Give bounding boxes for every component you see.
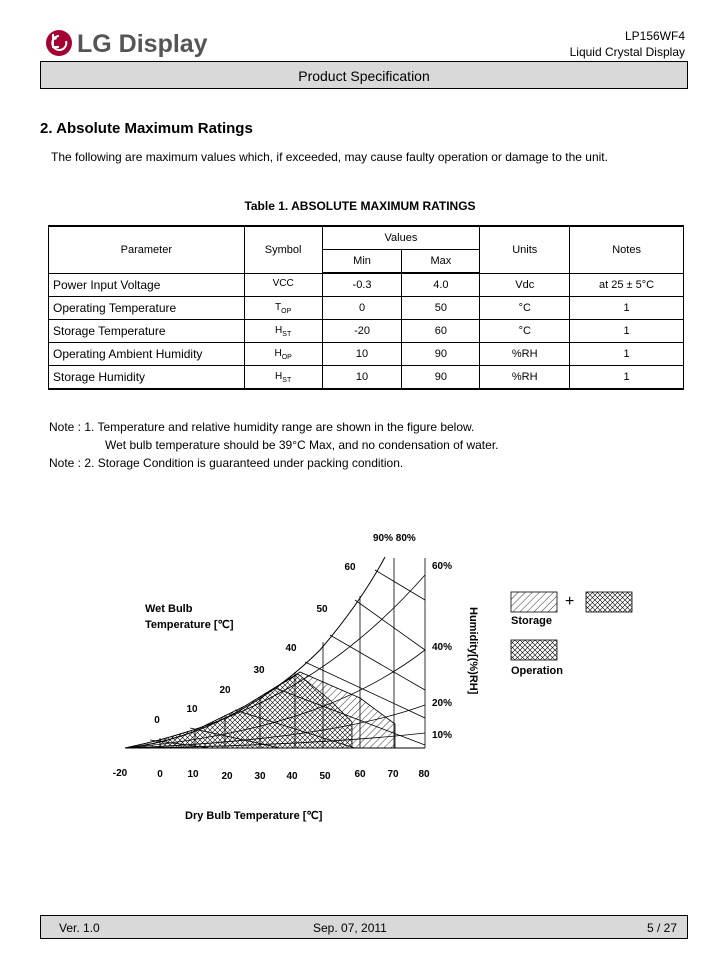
symbol-cell: $H_{OP}$ (244, 343, 322, 366)
units-cell: °C (480, 297, 570, 320)
symbol-cell: $H_{ST}$ (244, 320, 322, 343)
legend-storage-label: Storage (511, 615, 552, 627)
x-tick-label: 60 (354, 769, 366, 780)
max-cell: 90 (402, 343, 480, 366)
product-spec-banner: Product Specification (40, 61, 688, 89)
max-cell: 4.0 (402, 273, 480, 297)
note-1: Note : 1. Temperature and relative humidity range are shown in the figure below. (49, 420, 475, 434)
notes-cell: 1 (570, 297, 684, 320)
footer-page-number: 5 / 27 (646, 921, 677, 935)
x-tick-label: 20 (221, 771, 233, 782)
param-cell: Storage Humidity (49, 366, 245, 390)
header-parameter: Parameter (49, 226, 245, 273)
param-cell: Storage Temperature (49, 320, 245, 343)
section-title: 2. Absolute Maximum Ratings (40, 120, 253, 137)
footer-version: Ver. 1.0 (59, 921, 100, 935)
x-tick-label: 30 (254, 771, 266, 782)
header-min: Min (322, 250, 402, 274)
legend-plus: + (565, 593, 575, 610)
psychrometric-chart (0, 520, 720, 830)
wet-bulb-tick: 0 (154, 715, 160, 726)
wet-bulb-tick: 30 (253, 665, 265, 676)
notes-cell: at 25 ± 5°C (570, 273, 684, 297)
note-2: Note : 2. Storage Condition is guaranteed under packing condition. (49, 456, 404, 470)
table-row (49, 320, 684, 343)
x-tick-label: 80 (418, 769, 430, 780)
units-cell: %RH (480, 343, 570, 366)
min-cell: -0.3 (322, 273, 402, 297)
max-cell: 90 (402, 366, 480, 390)
rh-label: 40% (432, 642, 453, 653)
humidity-axis-label: Humidity[(%)RH] (467, 607, 479, 695)
notes-cell: 1 (570, 343, 684, 366)
top-rh-labels: 90% 80% (373, 533, 416, 544)
absolute-max-ratings-table (48, 225, 684, 390)
wet-bulb-tick: 20 (219, 685, 231, 696)
units-cell: °C (480, 320, 570, 343)
wet-bulb-label: Wet Bulb (145, 603, 193, 615)
symbol-cell: $H_{ST}$ (244, 366, 322, 390)
model-number: LP156WF4 (624, 29, 685, 43)
units-cell: %RH (480, 366, 570, 390)
table-row (49, 343, 684, 366)
table-row (49, 366, 684, 390)
rh-label: 60% (432, 561, 453, 572)
min-cell: 0 (322, 297, 402, 320)
param-cell: Power Input Voltage (49, 273, 245, 297)
notes-cell: 1 (570, 320, 684, 343)
legend-operation-label: Operation (511, 665, 563, 677)
storage-legend-swatch-cross (586, 592, 632, 612)
header-units: Units (480, 226, 570, 273)
min-cell: -20 (322, 320, 402, 343)
lg-logo-icon (44, 26, 208, 62)
notes-block (49, 418, 499, 472)
symbol-cell: VCC (244, 273, 322, 297)
rh-label: 20% (432, 698, 453, 709)
x-tick-label: 70 (387, 769, 399, 780)
intro-text: The following are maximum values which, if exceeded, may cause faulty operation or damage to the unit. (51, 150, 608, 164)
min-cell: 10 (322, 366, 402, 390)
max-cell: 60 (402, 320, 480, 343)
header-symbol: Symbol (244, 226, 322, 273)
units-cell: Vdc (480, 273, 570, 297)
wet-bulb-tick: 10 (186, 704, 198, 715)
header-values: Values (322, 226, 480, 250)
header-doc-info (570, 28, 685, 60)
param-cell: Operating Ambient Humidity (49, 343, 245, 366)
x-tick-label: 40 (286, 771, 298, 782)
storage-legend-swatch-hatch (511, 592, 557, 612)
wet-bulb-tick: 60 (344, 562, 356, 573)
x-tick-label: -20 (112, 768, 128, 779)
wet-bulb-tick: 40 (285, 643, 297, 654)
rh-label: 10% (432, 730, 453, 741)
x-tick-label: 10 (187, 769, 199, 780)
footer-date: Sep. 07, 2011 (313, 921, 387, 935)
page-footer (40, 915, 688, 939)
header-notes: Notes (570, 226, 684, 273)
x-tick-label: 0 (157, 769, 163, 780)
table-row (49, 297, 684, 320)
max-cell: 50 (402, 297, 480, 320)
x-tick-label: 50 (319, 771, 331, 782)
product-name: Liquid Crystal Display (569, 45, 685, 59)
wet-bulb-tick: 50 (316, 604, 328, 615)
param-cell: Operating Temperature (49, 297, 245, 320)
note-1-continued: Wet bulb temperature should be 39°C Max, and no condensation of water. (105, 438, 499, 452)
operation-legend-swatch (511, 640, 557, 660)
dry-bulb-label: Dry Bulb Temperature [℃] (185, 810, 323, 822)
symbol-cell: $T_{OP}$ (244, 297, 322, 320)
logo-text: LG Display (77, 30, 208, 58)
table-caption: Table 1. ABSOLUTE MAXIMUM RATINGS (244, 199, 476, 213)
header-max: Max (402, 250, 480, 274)
lg-display-logo (44, 26, 208, 62)
wet-bulb-unit-label: Temperature [℃] (145, 619, 234, 631)
min-cell: 10 (322, 343, 402, 366)
notes-cell: 1 (570, 366, 684, 390)
table-row (49, 273, 684, 297)
